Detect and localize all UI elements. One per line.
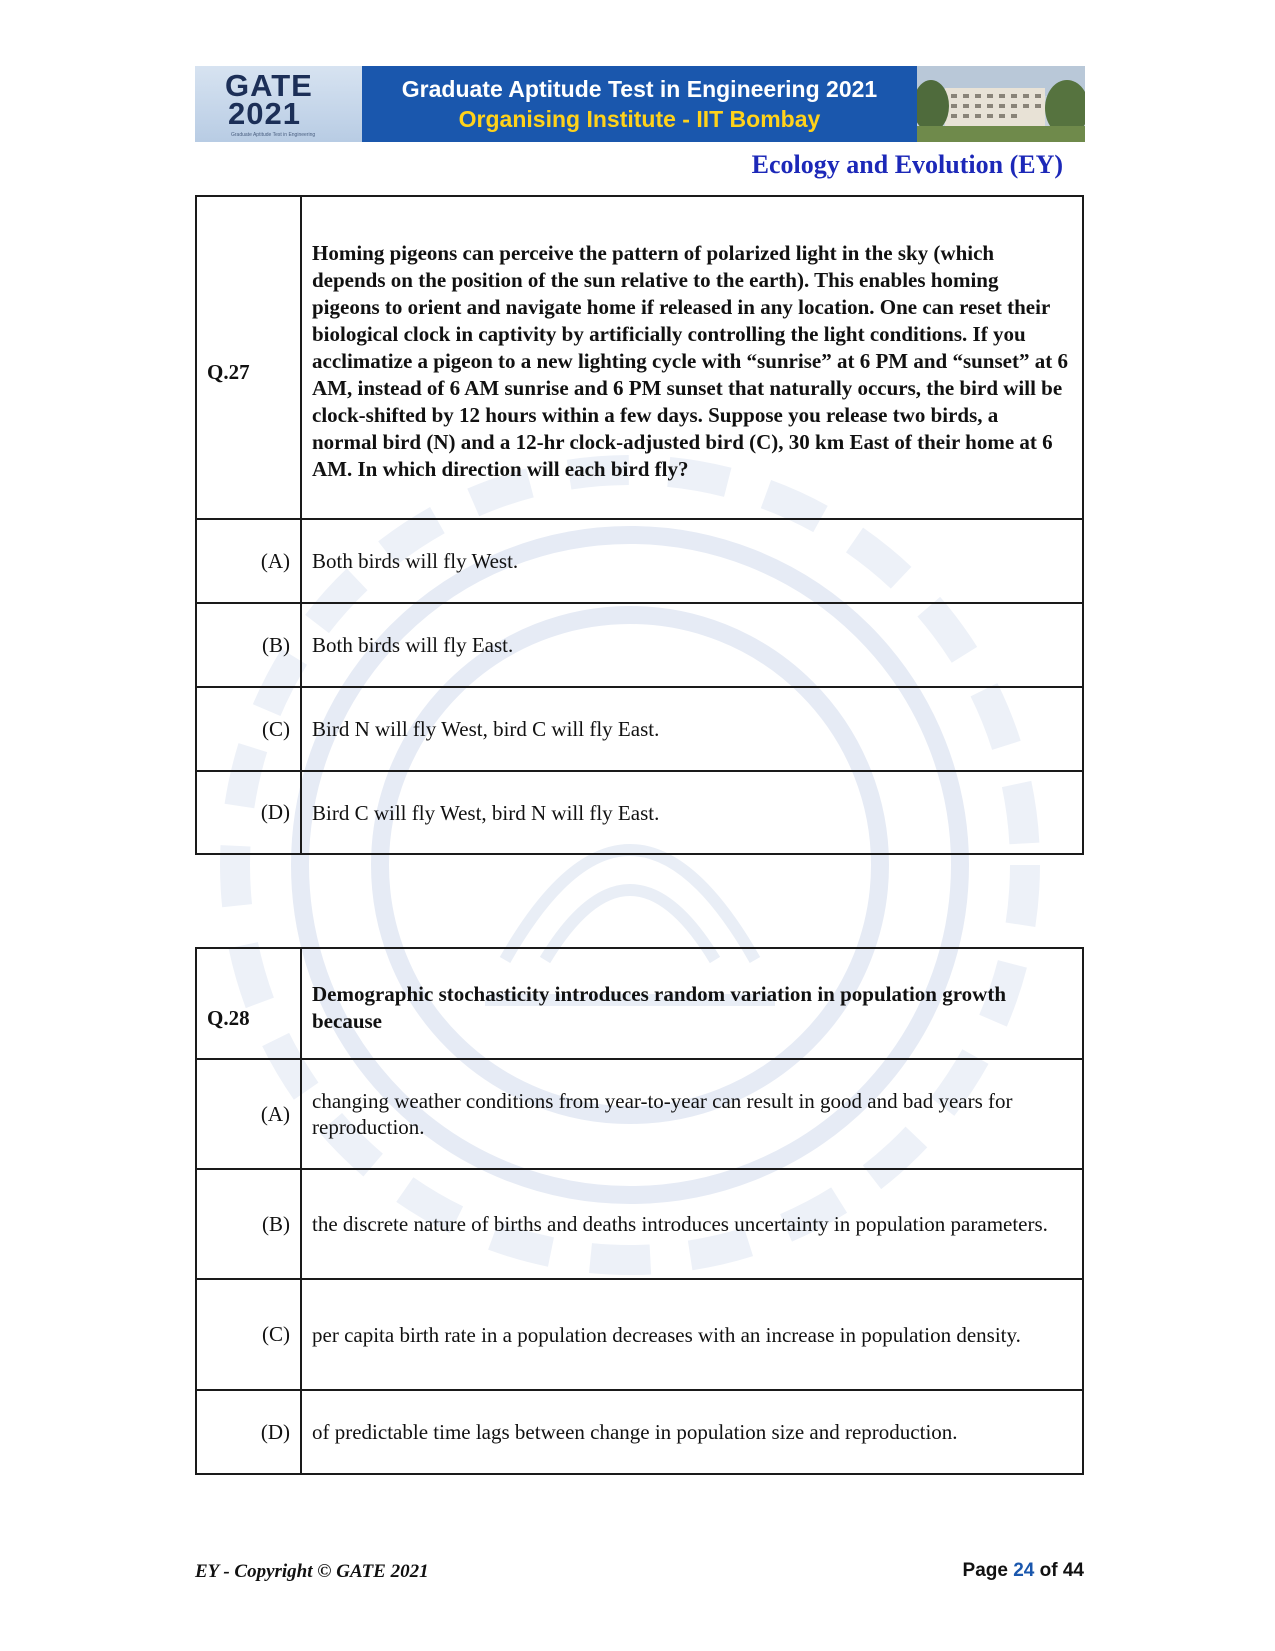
logo-line2: 2021 — [228, 96, 301, 131]
question-stem: Homing pigeons can perceive the pattern of polarized light in the sky (which depends on the position of the sun relative to the earth). This enables homing pigeons to orient and navigate home if released in any location. One can reset their biological clock in captivity by artificially controlling the light conditions. If you acclimatize a pigeon to a new lighting cycle with “sunrise” at 6 PM and “sunset” at 6 AM, instead of 6 AM sunrise and 6 PM sunset that naturally occurs, the bird will be clock-shifted by 12 hours within a few days. Suppose you release two birds, a normal bird (N) and a 12-hr clock-adjusted bird (C), 30 km East of their home at 6 AM. In which direction will each bird fly? — [301, 196, 1083, 519]
option-row-b — [196, 603, 1083, 687]
question-stem: Demographic stochasticity introduces random variation in population growth because — [301, 948, 1083, 1059]
option-text: per capita birth rate in a population decreases with an increase in population density. — [301, 1279, 1083, 1390]
logo-line1: GATE — [225, 68, 313, 103]
question-row — [196, 948, 1083, 1059]
option-label: (C) — [196, 687, 301, 771]
option-text: changing weather conditions from year-to-year can result in good and bad years for reproduction. — [301, 1059, 1083, 1169]
option-row-d — [196, 1390, 1083, 1474]
option-text: Both birds will fly East. — [301, 603, 1083, 687]
question-28-table — [195, 947, 1084, 1475]
option-label: (A) — [196, 519, 301, 603]
header-banner — [195, 66, 1085, 142]
page-prefix: Page — [962, 1560, 1014, 1581]
page-total: 44 — [1062, 1560, 1084, 1581]
gate-logo — [195, 66, 362, 142]
banner-title — [362, 66, 917, 142]
question-row — [196, 196, 1083, 519]
option-row-c — [196, 1279, 1083, 1390]
option-row-a — [196, 519, 1083, 603]
option-label: (B) — [196, 1169, 301, 1279]
subject-title: Ecology and Evolution (EY) — [751, 150, 1063, 179]
question-number: Q.28 — [196, 948, 301, 1059]
question-number: Q.27 — [196, 196, 301, 519]
campus-photo — [917, 66, 1085, 142]
option-label: (D) — [196, 771, 301, 854]
page-middle: of — [1034, 1560, 1063, 1581]
option-label: (A) — [196, 1059, 301, 1169]
option-row-b — [196, 1169, 1083, 1279]
logo-tagline: Graduate Aptitude Test in Engineering — [231, 132, 316, 138]
footer-copyright: EY - Copyright © GATE 2021 — [195, 1561, 429, 1582]
option-label: (B) — [196, 603, 301, 687]
option-text: Both birds will fly West. — [301, 519, 1083, 603]
option-row-d — [196, 771, 1083, 854]
question-27-table — [195, 195, 1084, 855]
option-row-c — [196, 687, 1083, 771]
page-current: 24 — [1013, 1560, 1035, 1581]
option-text: of predictable time lags between change in population size and reproduction. — [301, 1390, 1083, 1474]
banner-line1: Graduate Aptitude Test in Engineering 2021 — [401, 76, 878, 102]
footer-page-number — [963, 1560, 1084, 1582]
option-label: (C) — [196, 1279, 301, 1390]
option-label: (D) — [196, 1390, 301, 1474]
option-row-a — [196, 1059, 1083, 1169]
banner-line2: Organising Institute - IIT Bombay — [458, 106, 821, 132]
option-text: Bird N will fly West, bird C will fly East. — [301, 687, 1083, 771]
option-text: the discrete nature of births and deaths introduces uncertainty in population parameters. — [301, 1169, 1083, 1279]
option-text: Bird C will fly West, bird N will fly East. — [301, 771, 1083, 854]
